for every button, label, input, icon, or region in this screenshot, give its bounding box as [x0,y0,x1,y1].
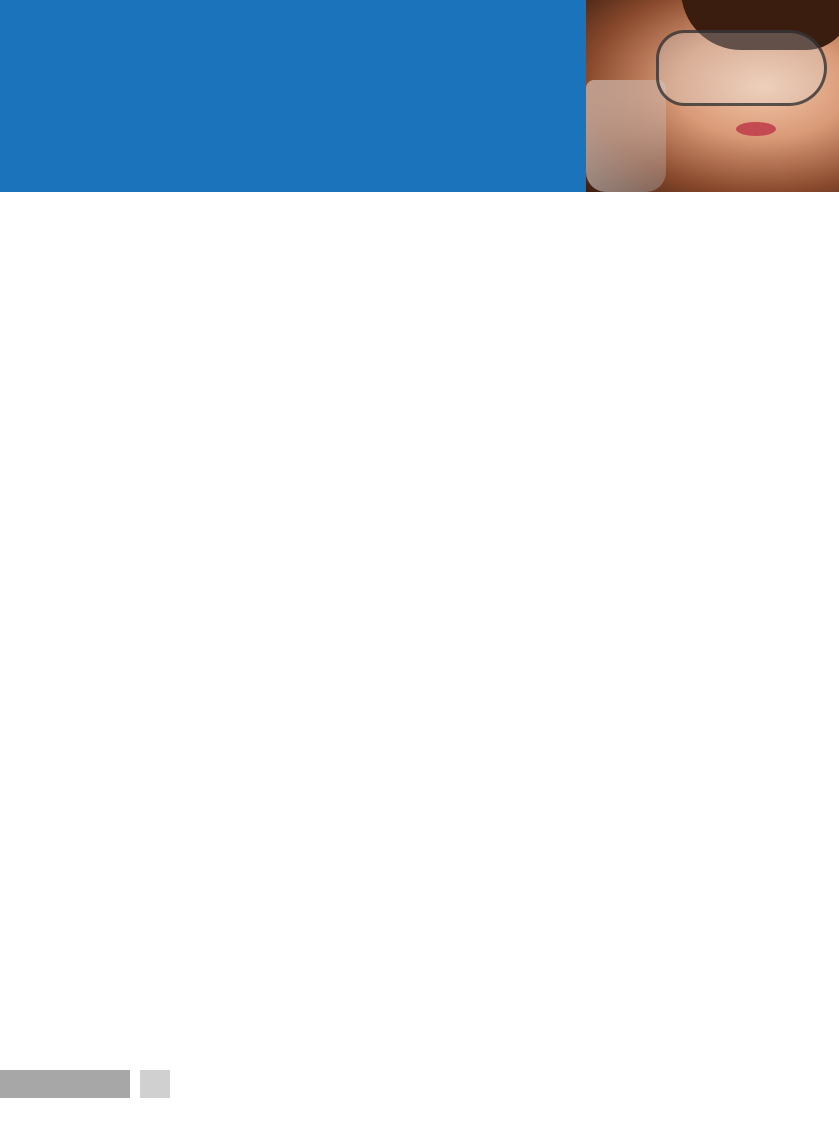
header-banner [0,0,839,192]
flask-image [586,80,666,192]
page-number [140,1070,170,1098]
scientist-photo [586,0,839,192]
footer-bar [0,1070,130,1098]
goggles-image [656,30,827,106]
